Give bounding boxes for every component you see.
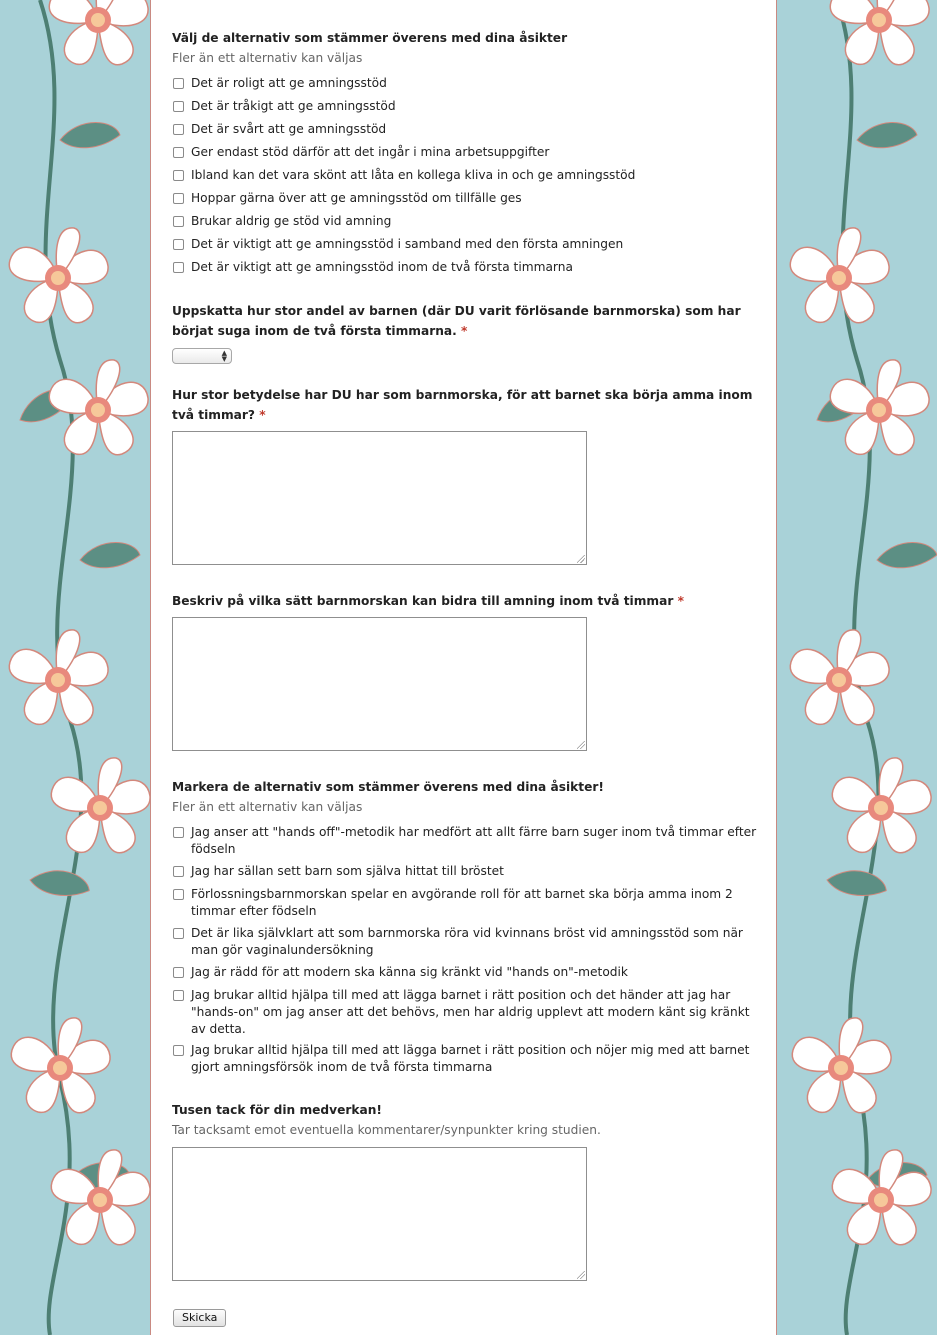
checkbox[interactable] [173,124,184,135]
question-title: Välj de alternativ som stämmer överens med dina åsikter [172,31,568,45]
required-marker: * [259,408,266,422]
question-1 [172,28,757,68]
option-label: Jag är rädd för att modern ska känna sig kränkt vid "hands on"-metodik [191,965,628,979]
checkbox[interactable] [173,866,184,877]
option-label: Jag har sällan sett barn som själva hittat till bröstet [191,864,504,878]
option-label: Brukar aldrig ge stöd vid amning [191,214,392,228]
option-label: Jag brukar alltid hjälpa till med att lägga barnet i rätt position och nöjer mig med att barnet gjort amningsförsök inom de två första timmarna [191,1043,750,1074]
checkbox-option[interactable] [172,925,757,964]
checkbox[interactable] [173,990,184,1001]
q5-options [172,824,757,1081]
question-title-text: Beskriv på vilka sätt barnmorskan kan bidra till amning inom två timmar [172,594,674,608]
checkbox[interactable] [173,262,184,273]
floral-background-left [0,0,150,1335]
checkbox-option[interactable] [172,144,757,167]
resize-grip-icon[interactable] [577,555,585,563]
checkbox-option[interactable] [172,259,757,282]
checkbox[interactable] [173,827,184,838]
question-title [172,591,757,611]
checkbox-option[interactable] [172,886,757,925]
checkbox[interactable] [173,967,184,978]
question-help: Tar tacksamt emot eventuella kommentarer/synpunkter kring studien. [172,1123,601,1137]
q1-options [172,75,757,282]
checkbox[interactable] [173,170,184,181]
checkbox-option[interactable] [172,1042,757,1081]
checkbox-option[interactable] [172,824,757,863]
checkbox-option[interactable] [172,863,757,886]
select-dropdown[interactable] [172,348,232,364]
checkbox[interactable] [173,1045,184,1056]
question-help: Fler än ett alternativ kan väljas [172,51,363,65]
option-label: Jag brukar alltid hjälpa till med att lägga barnet i rätt position och det händer att jag har "hands-on" om jag anser att det behövs, men har aldrig upplevt att modern känt sig kränkt av detta. [191,988,750,1036]
question-2 [172,301,757,341]
option-label: Ibland kan det vara skönt att låta en kollega kliva in och ge amningsstöd [191,168,636,182]
estimate-select[interactable] [172,348,232,364]
resize-grip-icon[interactable] [577,741,585,749]
question-title-text: Hur stor betydelse har DU har som barnmorska, för att barnet ska börja amma inom två timmar? [172,388,753,422]
comments-textarea[interactable] [172,1147,587,1281]
checkbox[interactable] [173,928,184,939]
checkbox-option[interactable] [172,75,757,98]
checkbox[interactable] [173,78,184,89]
form-panel [150,0,777,1335]
checkbox-option[interactable] [172,213,757,236]
question-4 [172,591,757,611]
question-title-text: Uppskatta hur stor andel av barnen (där DU varit förlösande barnmorska) som har börjat suga inom de två första timmarna. [172,304,741,338]
answer-textarea[interactable] [172,617,587,751]
flower-pattern-icon [0,0,150,1335]
option-label: Det är tråkigt att ge amningsstöd [191,99,396,113]
checkbox[interactable] [173,101,184,112]
checkbox-option[interactable] [172,964,757,987]
checkbox[interactable] [173,193,184,204]
q4-textarea[interactable] [172,617,587,751]
question-title: Markera de alternativ som stämmer överens med dina åsikter! [172,780,604,794]
checkbox[interactable] [173,239,184,250]
option-label: Det är viktigt att ge amningsstöd i samband med den första amningen [191,237,624,251]
option-label: Jag anser att "hands off"-metodik har medfört att allt färre barn suger inom två timmar efter födseln [191,825,757,856]
floral-background-right [777,0,937,1335]
checkbox-option[interactable] [172,236,757,259]
option-label: Ger endast stöd därför att det ingår i mina arbetsuppgifter [191,145,550,159]
question-title [172,301,757,341]
question-title [172,385,757,425]
checkbox[interactable] [173,216,184,227]
answer-textarea[interactable] [172,431,587,565]
question-title: Tusen tack för din medverkan! [172,1103,382,1117]
checkbox[interactable] [173,889,184,900]
checkbox-option[interactable] [172,987,757,1042]
checkbox-option[interactable] [172,98,757,121]
question-3 [172,385,757,425]
checkbox-option[interactable] [172,190,757,213]
submit-button[interactable]: Skicka [173,1309,226,1327]
select-arrows-icon: ▲ ▼ [221,349,227,363]
question-help: Fler än ett alternativ kan väljas [172,800,363,814]
option-label: Förlossningsbarnmorskan spelar en avgörande roll för att barnet ska börja amma inom 2 timmar efter födseln [191,887,733,918]
option-label: Det är roligt att ge amningsstöd [191,76,387,90]
option-label: Det är svårt att ge amningsstöd [191,122,387,136]
flower-pattern-icon [777,0,937,1335]
option-label: Hoppar gärna över att ge amningsstöd om tillfälle ges [191,191,522,205]
checkbox-option[interactable] [172,121,757,144]
option-label: Det är viktigt att ge amningsstöd inom de två första timmarna [191,260,573,274]
required-marker: * [677,594,684,608]
required-marker: * [461,324,468,338]
checkbox[interactable] [173,147,184,158]
resize-grip-icon[interactable] [577,1271,585,1279]
question-5 [172,777,757,817]
option-label: Det är lika självklart att som barnmorska röra vid kvinnans bröst vid amningsstöd som när man gör vaginalundersökning [191,926,743,957]
q3-textarea[interactable] [172,431,587,565]
checkbox-option[interactable] [172,167,757,190]
question-6 [172,1100,757,1140]
q6-textarea[interactable] [172,1147,587,1281]
